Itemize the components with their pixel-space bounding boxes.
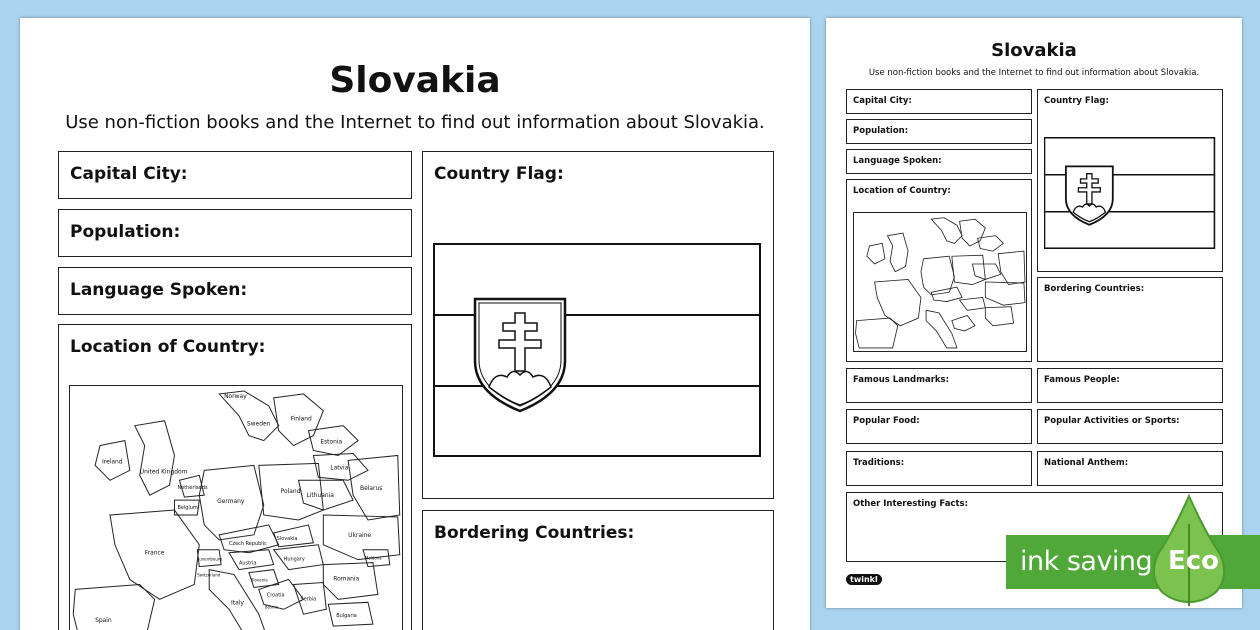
country-flag-label-small: Country Flag: [1044,96,1109,106]
popular-food-box[interactable] [846,409,1032,444]
slovakia-flag [433,243,763,459]
language-label: Language Spoken: [70,280,248,300]
capital-city-label: Capital City: [70,164,188,184]
europe-map-small [853,212,1027,352]
map-label-slovakia: Slovakia [276,535,298,542]
famous-landmarks-box[interactable] [846,368,1032,403]
map-label-finland: Finland [290,415,312,423]
map-label-ireland: Ireland [102,458,123,466]
famous-people-label: Famous People: [1044,375,1120,385]
europe-map [69,385,403,630]
bordering-countries-label-small: Bordering Countries: [1044,284,1145,294]
location-label: Location of Country: [70,337,266,357]
map-label-spain: Spain [95,617,112,625]
map-label-serbia: Serbia [300,596,317,603]
worksheet-page-large [20,18,810,630]
country-flag-box[interactable] [422,151,774,499]
country-flag-box-small[interactable] [1037,89,1223,272]
map-label-france: France [144,549,165,557]
popular-activities-box[interactable] [1037,409,1223,444]
popular-food-label: Popular Food: [853,416,920,426]
national-anthem-label: National Anthem: [1044,458,1129,468]
map-label-romania: Romania [333,575,360,583]
language-box-small[interactable] [846,149,1032,174]
popular-activities-label: Popular Activities or Sports: [1044,416,1180,426]
map-label-lithuania: Lithuania [306,492,334,500]
population-box-small[interactable] [846,119,1032,144]
map-label-belarus: Belarus [360,485,383,493]
population-label-small: Population: [853,126,909,136]
ink-saving-text: ink saving [1020,546,1153,577]
map-label-germany: Germany [217,498,245,506]
eco-label: Eco [1168,546,1220,576]
bordering-countries-label: Bordering Countries: [434,523,635,543]
population-box[interactable] [58,209,412,257]
national-anthem-box[interactable] [1037,451,1223,486]
location-label-small: Location of Country: [853,186,951,196]
map-label-austria: Austria [238,560,257,567]
page-title-small: Slovakia [991,40,1077,61]
map-label-italy: Italy [231,599,244,607]
map-label-sweden: Sweden [246,420,271,428]
bordering-countries-box-small[interactable] [1037,277,1223,362]
capital-city-box-small[interactable] [846,89,1032,114]
famous-people-box[interactable] [1037,368,1223,403]
map-label-estonia: Estonia [320,438,343,446]
traditions-box[interactable] [846,451,1032,486]
map-label-slovenia: Slovenia [250,577,268,583]
famous-landmarks-label: Famous Landmarks: [853,375,949,385]
language-box[interactable] [58,267,412,315]
map-label-poland: Poland [280,488,301,496]
location-box-small[interactable] [846,179,1032,362]
map-label-switzerland: Switzerland [197,572,221,578]
interesting-facts-label: Other Interesting Facts: [853,499,968,509]
traditions-label: Traditions: [853,458,905,468]
map-label-uk: United Kingdom [139,468,188,476]
instructions: Use non-fiction books and the Internet to find out information about Slovakia. [65,112,765,133]
map-label-hungary: Hungary [283,556,305,563]
map-label-latvia: Latvia [330,464,349,472]
map-label-belgium: Belgium [177,505,198,512]
language-label-small: Language Spoken: [853,156,942,166]
country-flag-label: Country Flag: [434,164,564,184]
map-label-croatia: Croatia [266,592,285,599]
coat-of-arms-icon-small [1066,166,1113,224]
map-label-luxembourg: Luxembourg [197,556,222,562]
map-label-czech: Czech Republic [229,540,267,547]
location-box[interactable] [58,324,412,630]
population-label: Population: [70,222,181,242]
map-label-norway: Norway [224,392,247,400]
map-label-netherlands: Netherlands [177,485,208,492]
map-label-bosnia: Bosnia [264,604,278,610]
capital-city-box[interactable] [58,151,412,199]
map-label-ukraine: Ukraine [348,531,372,539]
slovakia-flag-small [1044,137,1216,250]
map-label-moldova: Moldova [364,555,382,561]
bordering-countries-box[interactable] [422,510,774,630]
twinkl-logo: twinkl [846,574,882,585]
capital-city-label-small: Capital City: [853,96,912,106]
instructions-small: Use non-fiction books and the Internet to find out information about Slovakia. [868,68,1200,78]
page-title: Slovakia [329,60,501,101]
map-label-bulgaria: Bulgaria [336,613,357,620]
